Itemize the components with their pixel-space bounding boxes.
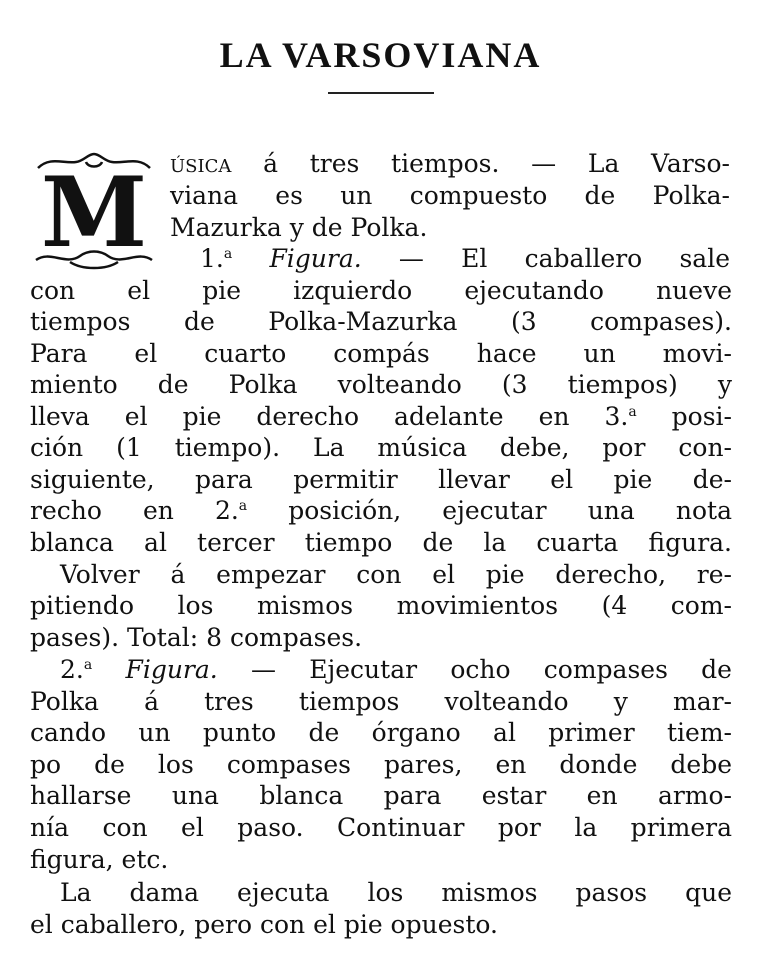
figure2-heading: 2.$^a$ Figura. — Ejecutar ocho compases de <box>60 655 732 684</box>
text-line: Mazurka y de Polka. <box>170 213 428 242</box>
text-line: Para el cuarto compás hace un movi- <box>30 339 732 368</box>
text-line: tiempos de Polka-Mazurka (3 compases). <box>30 307 732 336</box>
text-line: cando un punto de órgano al primer tiem- <box>30 718 732 747</box>
text-line: figura, etc. <box>30 845 169 874</box>
text-line: Polka á tres tiempos volteando y mar- <box>30 687 732 716</box>
figure1-heading: 1.$^a$ Figura. — El caballero sale <box>200 244 730 273</box>
text-line: con el pie izquierdo ejecutando nueve <box>30 276 732 305</box>
text-line: úsica á tres tiempos. — La Varso- <box>170 149 730 178</box>
text-line: po de los compases pares, en donde debe <box>30 750 732 779</box>
text-line: blanca al tercer tiempo de la cuarta figura. <box>30 528 732 557</box>
title-divider <box>328 92 434 94</box>
text-line: ción (1 tiempo). La música debe, por con- <box>30 433 732 462</box>
text-line: miento de Polka volteando (3 tiempos) y <box>30 370 732 399</box>
ornamental-drop-cap <box>30 150 158 270</box>
text-line: pitiendo los mismos movimientos (4 com- <box>30 591 732 620</box>
text-line: viana es un compuesto de Polka- <box>170 181 730 210</box>
text-line: recho en 2.$^a$ posición, ejecutar una nota <box>30 496 732 525</box>
page-title: LA VARSOVIANA <box>219 35 542 75</box>
figure-label: Figura. <box>269 244 362 273</box>
text-line: hallarse una blanca para estar en armo- <box>30 781 732 810</box>
figure-label: Figura. <box>125 655 218 684</box>
text-line: Volver á empezar con el pie derecho, re- <box>60 560 732 589</box>
text-line: La dama ejecuta los mismos pasos que <box>60 878 732 907</box>
text-line: pases). Total: 8 compases. <box>30 623 363 652</box>
text-line: el caballero, pero con el pie opuesto. <box>30 910 498 939</box>
intro-smallcaps: úsica <box>170 149 232 178</box>
drop-cap-letter: M <box>40 156 148 269</box>
text-line: nía con el paso. Continuar por la primera <box>30 813 732 842</box>
text-line: lleva el pie derecho adelante en 3.$^a$ posi- <box>30 402 733 431</box>
text-line: siguiente, para permitir llevar el pie de- <box>30 465 732 494</box>
